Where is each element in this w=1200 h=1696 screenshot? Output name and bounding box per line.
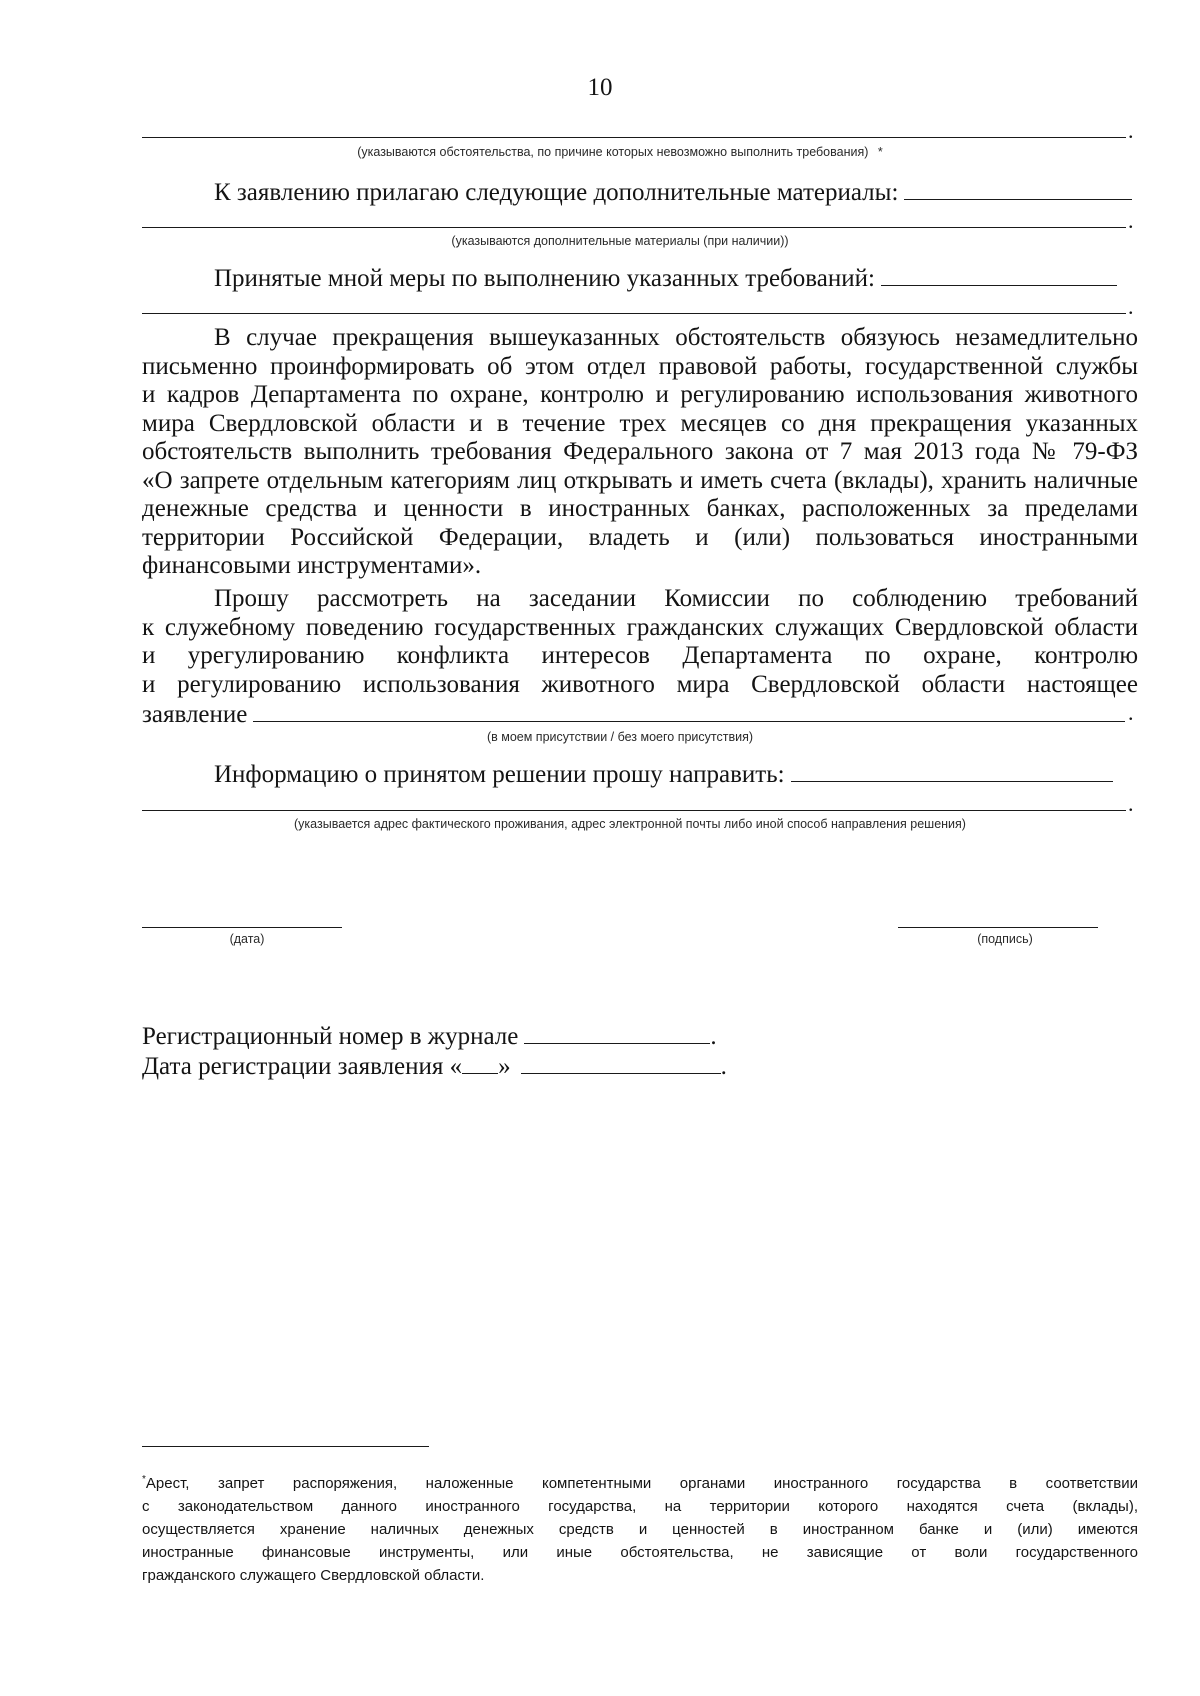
request-paragraph: [142, 585, 1138, 699]
registration-month-year-field[interactable]: [521, 1072, 721, 1074]
footnote-line: иностранные финансовые инструменты, или иные обстоятельства, не зависящие от воли государственного: [142, 1544, 1138, 1561]
paragraph-line: обстоятельств выполнить требования Федерального закона от 7 мая 2013 года № 79-ФЗ: [142, 438, 1138, 465]
footnote-separator: [142, 1446, 429, 1447]
footnote-line: Арест, запрет распоряжения, наложенные компетентными органами иностранного государства в соответствии: [145, 1475, 1138, 1492]
statement-label: заявление: [142, 701, 248, 728]
page-number: 10: [587, 74, 613, 101]
registration-number-line: [142, 1024, 717, 1049]
date-caption: (дата): [229, 932, 265, 946]
decision-line: [214, 762, 1113, 787]
paragraph-line: письменно проинформировать об этом отдел правовой работы, государственной службы: [142, 352, 1138, 380]
circumstances-caption-text: (указываются обстоятельства, по причине которых невозможно выполнить требования): [357, 145, 869, 159]
footnote: [142, 1468, 1138, 1587]
paragraph-line: финансовыми инструментами».: [142, 552, 482, 579]
measures-field-continued[interactable]: [142, 313, 1126, 314]
registration-day-field[interactable]: [462, 1072, 498, 1074]
period-mark: .: [720, 1053, 727, 1080]
paragraph-line: В случае прекращения вышеуказанных обстоятельств обязуюсь незамедлительно: [214, 324, 1138, 351]
closing-quote: »: [498, 1053, 511, 1080]
decision-field[interactable]: [791, 780, 1113, 782]
date-field[interactable]: [142, 927, 342, 928]
measures-line: [214, 266, 1117, 291]
period-mark: .: [1128, 294, 1134, 319]
footnote-mark: *: [142, 1474, 146, 1485]
presence-line: [142, 702, 1125, 727]
presence-field[interactable]: [253, 720, 1125, 722]
paragraph-line: мира Свердловской области и в течение трех месяцев со дня прекращения указанных: [142, 409, 1138, 437]
circumstances-field[interactable]: [142, 137, 1126, 138]
footnote-line: гражданского служащего Свердловской области.: [142, 1567, 485, 1584]
attachments-field[interactable]: [904, 198, 1132, 200]
footnote-reference-mark: *: [877, 145, 883, 159]
circumstances-caption: [300, 145, 940, 159]
footnote-line: осуществляется хранение наличных денежных средств и ценностей в иностранном банке и (или) имеются: [142, 1521, 1138, 1538]
attachments-caption: (указываются дополнительные материалы (при наличии)): [451, 234, 789, 248]
period-mark: .: [1128, 208, 1134, 233]
period-mark: .: [1128, 791, 1134, 816]
signature-caption: (подпись): [977, 932, 1033, 946]
paragraph-line: «О запрете отдельным категориям лиц открывать и иметь счета (вклады), хранить наличные: [142, 466, 1138, 494]
registration-number-label: Регистрационный номер в журнале: [142, 1023, 519, 1050]
paragraph-line: и регулированию использования животного мира Свердловской области настоящее: [142, 670, 1138, 698]
signature-field[interactable]: [898, 927, 1098, 928]
decision-caption: (указывается адрес фактического проживания, адрес электронной почты либо иной способ направления решения): [294, 817, 966, 831]
registration-date-label: Дата регистрации заявления «: [142, 1053, 463, 1080]
paragraph-line: к служебному поведению государственных гражданских служащих Свердловской области: [142, 613, 1138, 641]
presence-caption: (в моем присутствии / без моего присутствия): [486, 730, 754, 744]
attachments-label: К заявлению прилагаю следующие дополнительные материалы:: [214, 179, 899, 206]
decision-field-continued[interactable]: [142, 810, 1126, 811]
measures-label: Принятые мной меры по выполнению указанных требований:: [214, 265, 875, 292]
registration-date-line: [142, 1054, 727, 1079]
paragraph-line: территории Российской Федерации, владеть и (или) пользоваться иностранными: [142, 523, 1138, 551]
paragraph-line: денежные средства и ценности в иностранных банках, расположенных за пределами: [142, 495, 1138, 522]
period-mark: .: [1128, 118, 1134, 143]
decision-label: Информацию о принятом решении прошу направить:: [214, 761, 785, 788]
paragraph-line: и урегулированию конфликта интересов Департамента по охране, контролю: [142, 642, 1138, 669]
paragraph-line: Прошу рассмотреть на заседании Комиссии по соблюдению требований: [214, 585, 1138, 612]
footnote-line: с законодательством данного иностранного государства, на территории которого находятся счета (вклады),: [142, 1498, 1138, 1515]
attachments-line: [214, 180, 1132, 205]
period-mark: .: [710, 1023, 717, 1050]
obligation-paragraph: [142, 324, 1138, 581]
attachments-field-continued[interactable]: [142, 227, 1126, 228]
measures-field[interactable]: [881, 284, 1117, 286]
registration-number-field[interactable]: [524, 1042, 710, 1044]
period-mark: .: [1128, 700, 1134, 725]
paragraph-line: и кадров Департамента по охране, контролю и регулированию использования животного: [142, 381, 1138, 408]
